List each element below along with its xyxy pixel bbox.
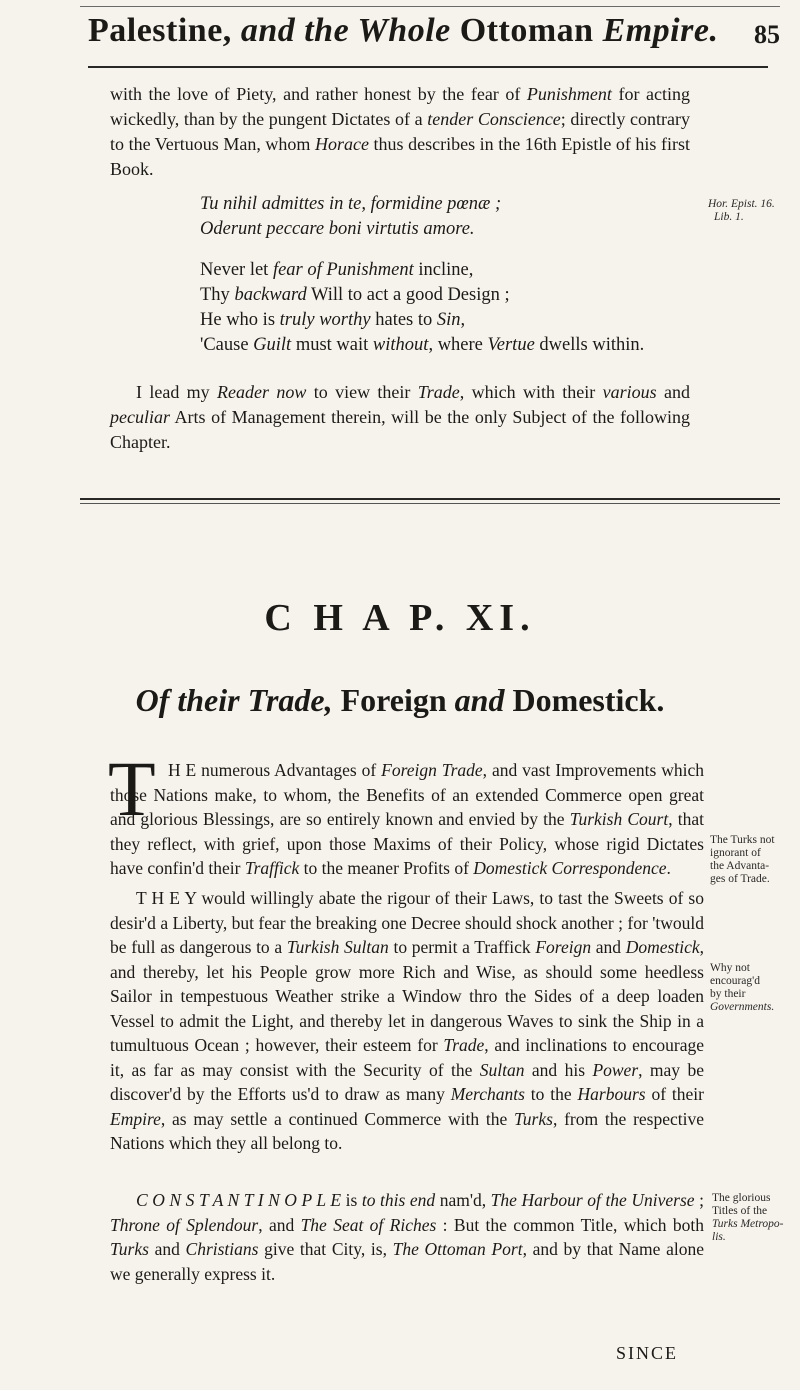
section-divider	[80, 498, 780, 500]
chapter-subtitle: Of their Trade, Foreign and Domestick.	[135, 682, 665, 718]
margin-note-why: Why not encourag'd by their Governments.	[710, 962, 775, 1013]
header-rule	[88, 66, 768, 68]
margin-note-turks: The Turks not ignorant of the Advanta- ges of Trade.	[710, 834, 775, 885]
paragraph-laws: T H E Y would willingly abate the rigour of their Laws, to tast the Sweets of so desir'd a Liberty, but fear the breaking one Decree should shock another ; for 'twould be full as dangerous to a Turkish Sultan to permit a Traffick Foreign and Domestick, and thereby, let his People grow more Rich and Wise, as should some heedless Sailor in tempestuous Weather strike a Window thro the Sides of a deep loaden Vessel to admit the Light, and thereby let in dangerous Waves to sink the Ship in a tumultuous Ocean ; however, their esteem for Trade, and inclinations to encourage it, as far as may consist with the Security of the Sultan and his Power, may be discover'd by the Efforts us'd to draw as many Merchants to the Harbours of their Empire, as may settle a continued Commerce with the Turks, from the respective Nations which they all belong to.	[110, 888, 705, 1153]
latin-verse	[200, 192, 700, 242]
section-divider-thin	[80, 503, 780, 504]
verse-line: 'Cause Guilt must wait without, where Vertue dwells within.	[200, 335, 645, 355]
intro-paragraph: with the love of Piety, and rather honest by the fear of Punishment for acting wickedly, than by the pungent Dictates of a tender Conscience; directly contrary to the Vertuous Man, whom Horace thus describes in the 16th Epistle of his first Book.	[110, 84, 691, 179]
header-top-rule	[80, 6, 780, 7]
running-head	[88, 12, 788, 72]
running-head-title: Palestine, and the Whole Ottoman Empire.	[88, 12, 719, 49]
paragraph-constantinople: C O N S T A N T I N O P L E is to this end nam'd, The Harbour of the Universe ; Throne of Splendour, and The Seat of Riches : But the common Title, which both Turks and Christians give that City, is, The Ottoman Port, and by that Name alone we generally express it.	[110, 1190, 704, 1284]
english-verse	[200, 258, 720, 358]
verse-line: He who is truly worthy hates to Sin,	[200, 310, 466, 330]
latin-line: Oderunt peccare boni virtutis amore.	[200, 219, 475, 239]
drop-cap: T	[108, 745, 156, 832]
verse-line: Thy backward Will to act a good Design ;	[200, 285, 510, 305]
catchword: SINCE	[615, 1343, 678, 1363]
lead-paragraph: I lead my Reader now to view their Trade, which with their various and peculiar Arts of Management therein, will be the only Subject of the following Chapter.	[110, 382, 690, 452]
margin-note-glorious: The glorious Titles of the Turks Metropo- lis.	[712, 1192, 784, 1243]
margin-note-horace: Hor. Epist. 16. Lib. 1.	[708, 198, 775, 223]
latin-line: Tu nihil admittes in te, formidine pœnæ ;	[200, 194, 502, 214]
page-number: 85	[754, 20, 780, 49]
chapter-heading: C H A P. XI.	[264, 597, 536, 639]
paragraph-foreign-trade: H E numerous Advantages of Foreign Trade, and vast Improvements which those Nations make, to whom, the Benefits of an extended Commerce open great and glorious Blessings, are so entirely known and envied by the Turkish Court, that they reflect, with grief, upon those Maxims of their Policy, whose rigid Dictates have confin'd their Traffick to the meaner Profits of Domestick Correspondence.	[110, 760, 705, 878]
verse-line: Never let fear of Punishment incline,	[200, 260, 474, 280]
